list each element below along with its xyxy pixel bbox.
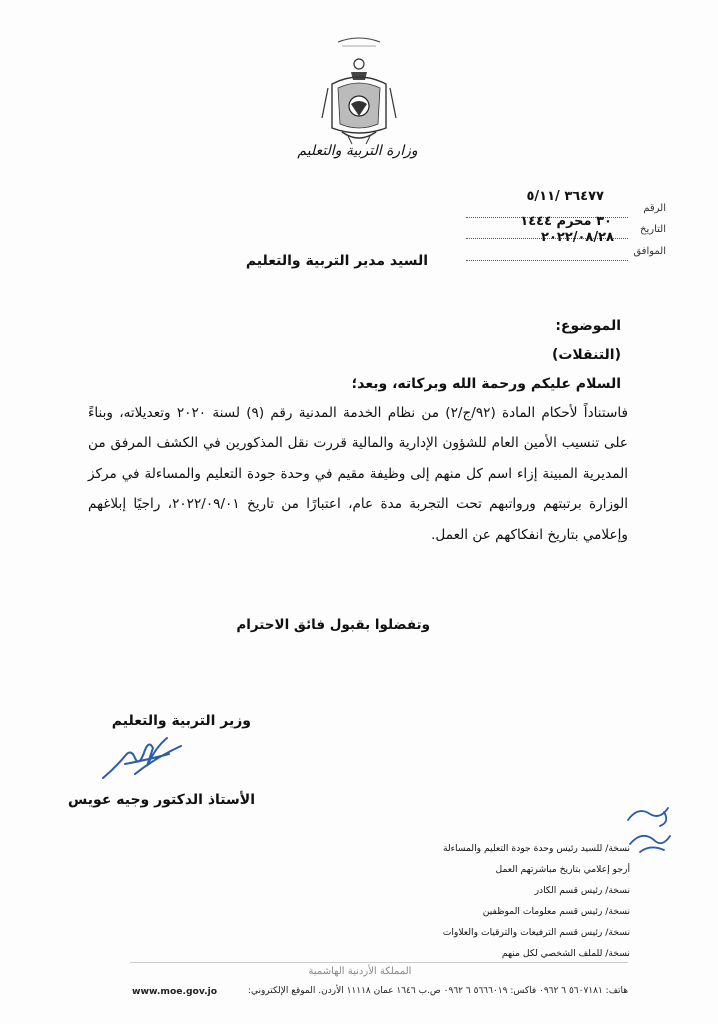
minister-name: الأستاذ الدكتور وجيه عويس: [68, 792, 255, 808]
reference-date-value: ٣٠ محرم ١٤٤٤: [520, 214, 612, 229]
reference-number-value: ٣٦٤٧٧ /٥/١١: [526, 189, 604, 204]
ministry-name: وزارة التربية والتعليم: [297, 143, 418, 159]
cc-list: [330, 838, 630, 964]
greeting: السلام عليكم ورحمة الله وبركاته، وبعد؛: [351, 376, 621, 392]
cc-item: نسخة/ رئيس قسم الكادر: [534, 885, 630, 896]
coat-of-arms-emblem: [318, 28, 400, 148]
cc-item: نسخة/ للسيد رئيس وحدة جودة التعليم والمساءلة: [442, 843, 630, 854]
reference-corresponding-line: [466, 260, 628, 261]
cc-item: نسخة/ رئيس قسم معلومات الموظفين: [482, 906, 630, 917]
addressee: السيد مدير التربية والتعليم: [245, 253, 428, 269]
footer-contact: هاتف: ٥٦٠٧١٨١ ٦ ٠٩٦٢ فاكس: ٥٦٦٦٠١٩ ٦ ٠٩٦٢ ص.ب ١٦٤٦ عمان ١١١١٨ الأردن. الموقع الإلكتروني:: [247, 986, 628, 996]
letter-body: فاستناداً لأحكام المادة (٩٢/ج/٢) من نظام الخدمة المدنية رقم (٩) لسنة ٢٠٢٠ وتعديلاته، وبناءً على تنسيب الأمين العام للشؤون الإدارية والمالية قررت نقل المذكورين في الكشف المرفق من المديرية المبينة إزاء اسم كل منهم إلى وظيفة مقيم في وحدة جودة التعليم والمساءلة في مركز الوزارة برتبتهم ورواتبهم تحت التجربة مدة عام، اعتبارًا من تاريخ ٢٠٢٢/٠٩/٠١، راجيًا إبلاغهم وإعلامي بتاريخ انفكاكهم عن العمل.: [88, 405, 629, 543]
minister-signature-icon: [95, 728, 190, 788]
cc-item: نسخة/ للملف الشخصي لكل منهم: [501, 948, 630, 959]
reference-corresponding-label: الموافق: [633, 246, 666, 257]
reference-corresponding-value: ٢٠٢٢/٠٨/٢٨: [541, 230, 614, 245]
cc-item: أرجو إعلامي بتاريخ مباشرتهم العمل: [495, 864, 630, 875]
reference-date-label: التاريخ: [640, 224, 666, 235]
closing-line: وتفضلوا بقبول فائق الاحترام: [236, 617, 430, 633]
subject-label: الموضوع:: [555, 318, 621, 334]
footer-divider: [130, 962, 628, 963]
minister-title: وزير التربية والتعليم: [111, 713, 251, 729]
cc-item: نسخة/ رئيس قسم الترفيعات والترقيات والعلاوات: [442, 927, 630, 938]
reference-number-label: الرقم: [643, 203, 666, 214]
footer-country: المملكة الأردنية الهاشمية: [308, 966, 412, 977]
reference-corresponding-row: [466, 230, 666, 264]
subject-text: (التنقلات): [551, 347, 621, 363]
footer-website-link[interactable]: www.moe.gov.jo: [132, 986, 218, 997]
